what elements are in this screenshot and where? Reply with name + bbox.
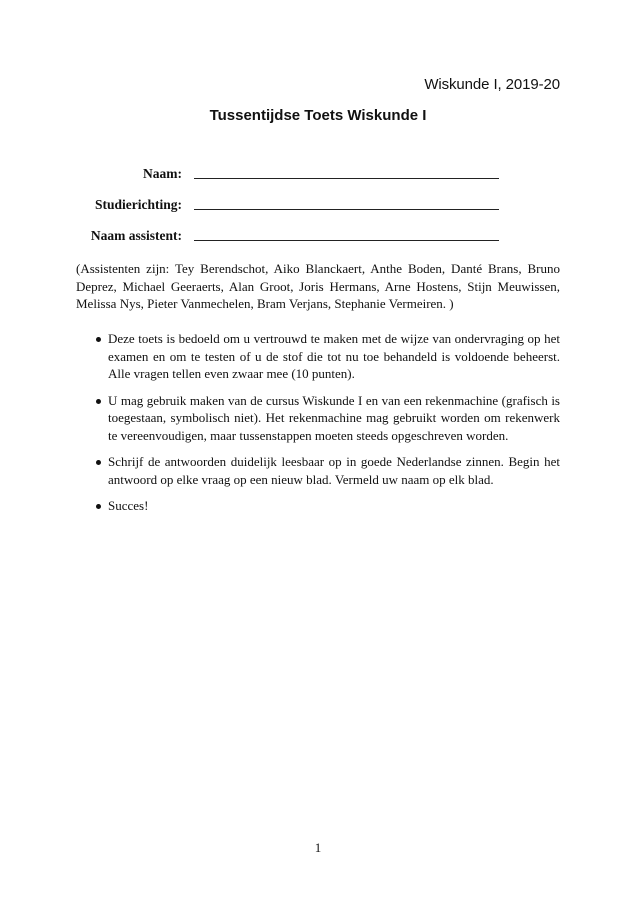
assistants-note: (Assistenten zijn: Tey Berendschot, Aiko Blanckaert, Anthe Boden, Danté Brans, Bruno Deprez, Michael Geeraerts, Alan Groot, Joris Hermans, Arne Hostens, Stijn Meuwissen, Melissa Nys, Pieter Vanmechelen, Bram Verjans, Stephanie Vermeiren. ): [76, 261, 560, 311]
instruction-text: Succes!: [108, 498, 149, 513]
bullet-dot-icon: [96, 399, 101, 404]
instructions-list: [76, 330, 560, 524]
study-program-field-row: [0, 197, 636, 217]
assistant-name-field-label: Naam assistent:: [90, 228, 182, 243]
name-field-line: [194, 178, 499, 179]
name-field-label: Naam:: [143, 166, 182, 181]
study-program-field-label: Studierichting:: [94, 197, 182, 212]
study-program-field-line: [194, 209, 499, 210]
instruction-text: Deze toets is bedoeld om u vertrouwd te maken met de wijze van ondervraging op het examen en om te testen of u de stof die tot nu toe behandeld is voldoende beheerst. Alle vragen tellen even zwaar mee (10 punten).: [108, 331, 560, 381]
page-number: 1: [314, 840, 322, 855]
instruction-item: [76, 453, 560, 488]
name-field-row: [0, 166, 636, 186]
bullet-dot-icon: [96, 504, 101, 509]
instruction-item: [76, 497, 560, 515]
instruction-text: U mag gebruik maken van de cursus Wiskunde I en van een rekenmachine (grafisch is toegestaan, symbolisch niet). Het rekenmachine mag gebruikt worden om rekenwerk te vereenvoudigen, maar tussenstappen moeten steeds opgeschreven worden.: [108, 392, 560, 443]
bullet-dot-icon: [96, 337, 101, 342]
assistant-name-field-row: [0, 228, 636, 248]
bullet-dot-icon: [96, 460, 101, 465]
instruction-text: Schrijf de antwoorden duidelijk leesbaar op in goede Nederlandse zinnen. Begin het antwoord op elke vraag op een nieuw blad. Vermeld uw naam op elk blad.: [108, 454, 560, 487]
instruction-item: [76, 392, 560, 445]
course-header: Wiskunde I, 2019-20: [424, 76, 560, 93]
instruction-item: [76, 330, 560, 383]
assistant-name-field-line: [194, 240, 499, 241]
document-title: Tussentijdse Toets Wiskunde I: [209, 107, 427, 124]
